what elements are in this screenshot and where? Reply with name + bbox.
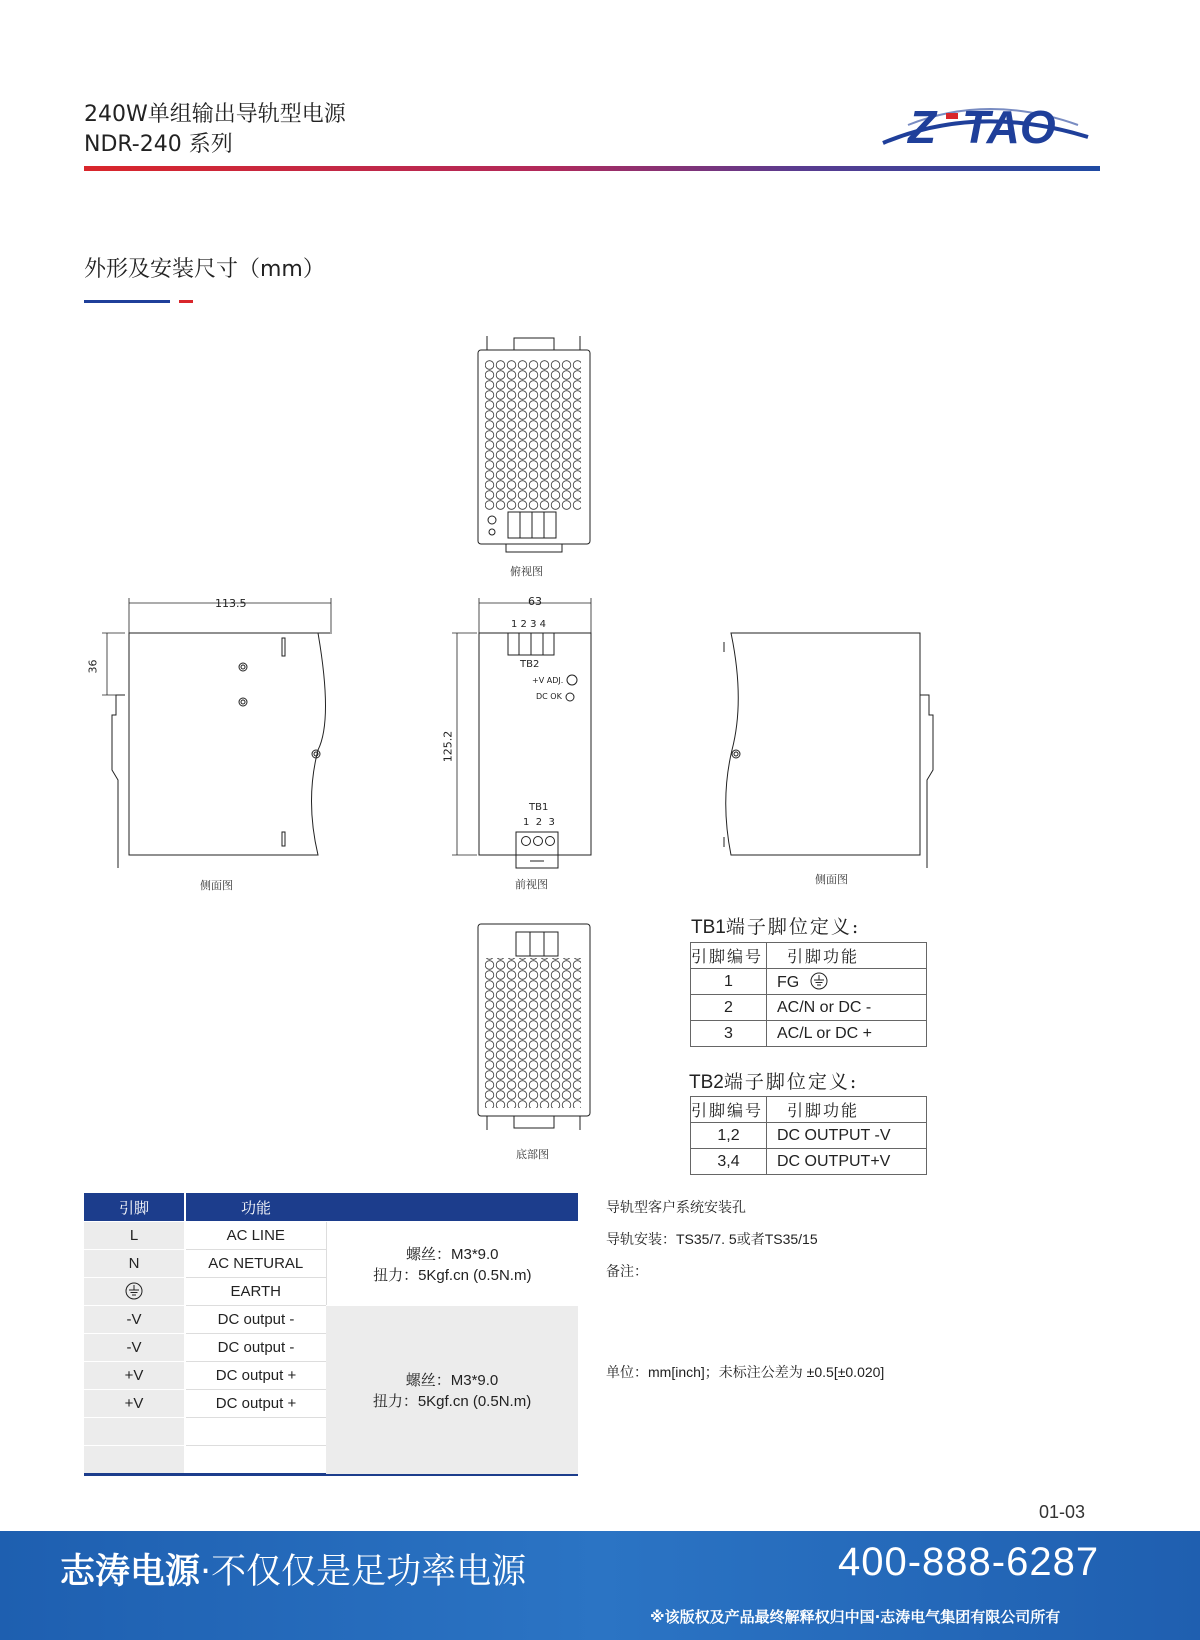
table-row: 1 FG — [691, 969, 927, 995]
tb1-pin-numbers: 1 2 3 — [523, 817, 555, 828]
side-view-right — [724, 633, 933, 868]
document-title — [84, 100, 346, 160]
table-row: +V DC output + — [84, 1390, 578, 1418]
rail-note: 导轨安装：TS35/7. 5或者TS35/15 — [606, 1231, 818, 1247]
table-row: -V DC output - — [84, 1334, 578, 1362]
title-line-1: 240W单组输出导轨型电源 — [84, 102, 346, 127]
caption-front-view: 前视图 — [515, 878, 548, 891]
install-title: 导轨型客户系统安装孔 — [606, 1199, 746, 1215]
remark-note: 备注： — [606, 1263, 648, 1279]
caption-side-view-left: 侧面图 — [200, 879, 233, 892]
table-row: -V DC output - 螺丝：M3*9.0 扭力：5Kgf.cn (0.5N.m) — [84, 1306, 578, 1334]
dim-front-height: 125.2 — [441, 730, 455, 763]
tb2-header-func: 引脚功能 — [767, 1097, 927, 1123]
dimension-drawings — [0, 320, 1200, 1170]
tb1-title: TB1端子脚位定义: — [691, 916, 861, 938]
ztao-logo — [878, 95, 1100, 155]
front-view — [452, 598, 591, 868]
svg-text:Z: Z — [908, 101, 938, 153]
dim-side-height: 36 — [86, 659, 100, 674]
main-header-func: 功能 — [185, 1193, 326, 1222]
screw-spec-group-1: 螺丝：M3*9.0 扭力：5Kgf.cn (0.5N.m) — [326, 1222, 578, 1306]
main-header-pin: 引脚 — [84, 1193, 185, 1222]
tb2-pin-numbers: 1 2 3 4 — [511, 619, 546, 630]
table-bottom-rule — [84, 1474, 578, 1476]
table-row: 1,2 DC OUTPUT -V — [691, 1123, 927, 1149]
tb2-pin-table — [690, 1096, 927, 1175]
screw-spec-group-2: 螺丝：M3*9.0 扭力：5Kgf.cn (0.5N.m) — [326, 1306, 578, 1475]
tb1-pin-table — [690, 942, 927, 1047]
tb1-header-func: 引脚功能 — [767, 943, 927, 969]
footer-slogan: 志涛电源·不仅仅是足功率电源 — [60, 1552, 527, 1592]
table-row: 2 AC/N or DC - — [691, 995, 927, 1021]
dim-side-width: 113.5 — [215, 597, 247, 610]
bottom-view — [478, 924, 590, 1130]
table-row: 3,4 DC OUTPUT+V — [691, 1149, 927, 1175]
tb2-drawing-label: TB2 — [520, 659, 540, 670]
earth-ground-icon — [125, 1282, 143, 1300]
vadj-label: +V ADJ. — [532, 676, 564, 685]
dcok-label: DC OK — [536, 692, 562, 701]
table-row: 3 AC/L or DC + — [691, 1021, 927, 1047]
tb2-title: TB2端子脚位定义: — [689, 1071, 859, 1093]
side-view-left — [102, 598, 331, 868]
section-underline-red — [179, 300, 193, 303]
table-row: N AC NETURAL — [84, 1250, 578, 1278]
section-title: 外形及安装尺寸（mm） — [84, 257, 325, 282]
tb1-header-pin: 引脚编号 — [691, 943, 767, 969]
tb1-drawing-label: TB1 — [529, 802, 549, 813]
pin-function-table — [84, 1193, 578, 1475]
unit-note: 单位：mm[inch]；未标注公差为 ±0.5[±0.020] — [606, 1364, 885, 1380]
svg-text:TAO: TAO — [962, 101, 1056, 153]
caption-side-view-right: 侧面图 — [815, 873, 848, 886]
header-divider — [84, 166, 1100, 171]
footer-copyright: ※该版权及产品最终解释权归中国·志涛电气集团有限公司所有 — [650, 1608, 1061, 1626]
earth-ground-icon — [810, 972, 828, 990]
caption-bottom-view: 底部图 — [516, 1148, 549, 1161]
top-view — [478, 336, 590, 552]
section-underline-blue — [84, 300, 170, 303]
caption-top-view: 俯视图 — [510, 565, 543, 578]
table-row: EARTH — [84, 1278, 578, 1306]
title-line-2: NDR-240 系列 — [84, 132, 233, 157]
page-number: 01-03 — [1039, 1502, 1086, 1522]
tb2-header-pin: 引脚编号 — [691, 1097, 767, 1123]
dim-front-width: 63 — [528, 595, 542, 608]
table-row: +V DC output + — [84, 1362, 578, 1390]
footer-phone: 400-888-6287 — [838, 1540, 1100, 1584]
table-row: L AC LINE 螺丝：M3*9.0 扭力：5Kgf.cn (0.5N.m) — [84, 1222, 578, 1250]
